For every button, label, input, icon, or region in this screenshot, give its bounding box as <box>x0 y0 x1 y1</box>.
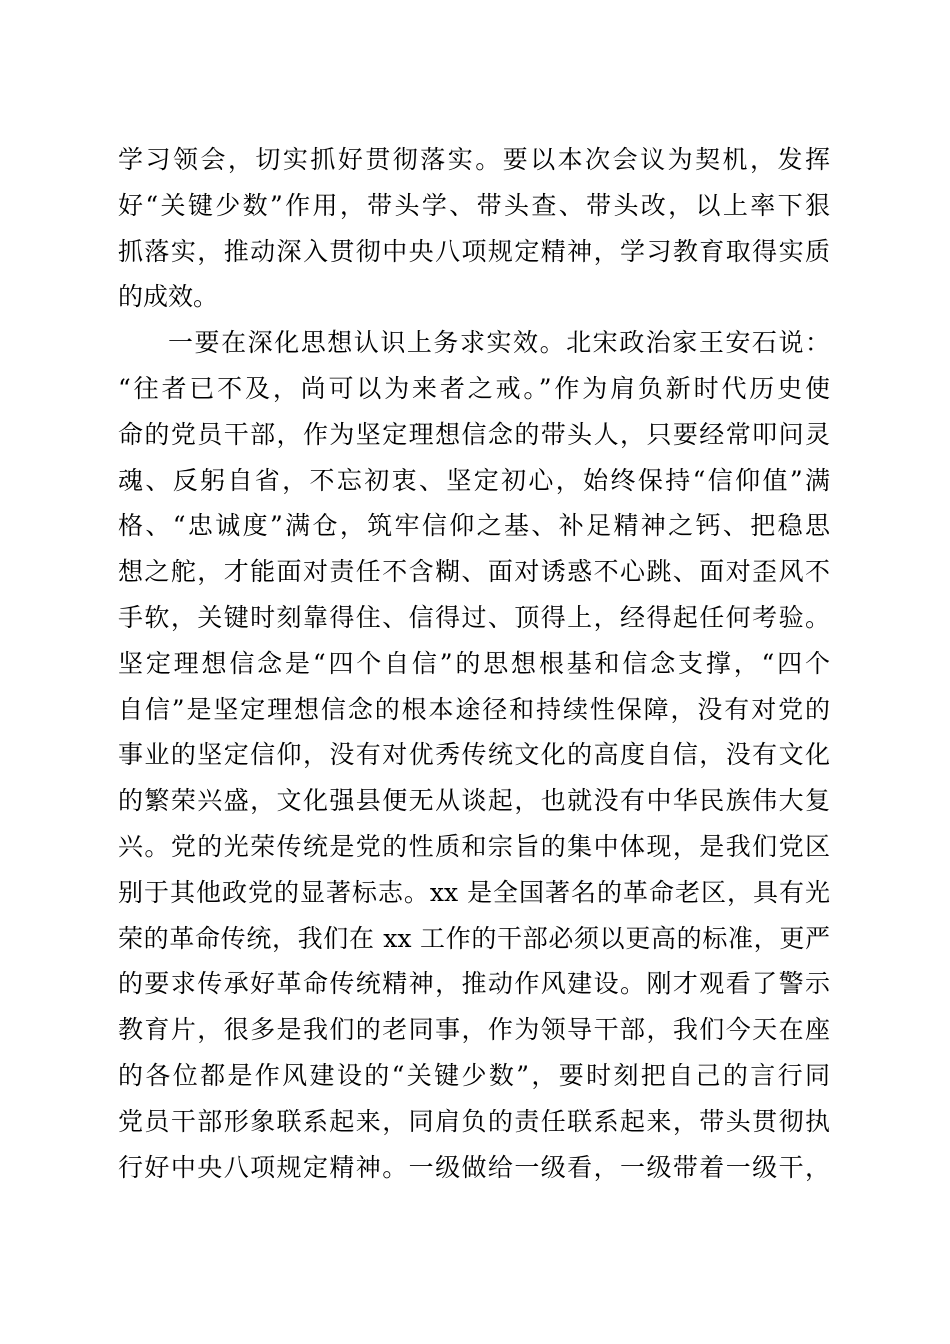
text-line: 命的党员干部，作为坚定理想信念的带头人，只要经常叩问灵 <box>118 419 830 449</box>
text-line: 格、“忠诚度”满仓，筑牢信仰之基、补足精神之钙、把稳思 <box>118 511 830 541</box>
text-line: 的繁荣兴盛，文化强县便无从谈起，也就没有中华民族伟大复 <box>118 786 830 816</box>
body-text <box>118 137 830 1190</box>
text-line: “往者已不及，尚可以为来者之戒。”作为肩负新时代历史使 <box>118 373 830 403</box>
text-line: 的成效。 <box>118 282 219 312</box>
text-line: 的要求传承好革命传统精神，推动作风建设。刚才观看了警示 <box>118 969 830 999</box>
text-line: 教育片，很多是我们的老同事，作为领导干部，我们今天在座 <box>118 1015 830 1045</box>
text-line: 兴。党的光荣传统是党的性质和宗旨的集中体现，是我们党区 <box>118 831 830 861</box>
text-line: 自信”是坚定理想信念的根本途径和持续性保障，没有对党的 <box>118 694 830 724</box>
text-line: 学习领会，切实抓好贯彻落实。要以本次会议为契机，发挥 <box>118 145 830 174</box>
text-line: 党员干部形象联系起来，同肩负的责任联系起来，带头贯彻执 <box>118 1106 830 1136</box>
text-line: 一要在深化思想认识上务求实效。北宋政治家王安石说： <box>168 328 830 358</box>
text-line: 行好中央八项规定精神。一级做给一级看，一级带着一级干， <box>118 1152 830 1182</box>
text-line: 荣的革命传统，我们在 xx 工作的干部必须以更高的标准，更严 <box>118 923 830 953</box>
text-line: 想之舵，才能面对责任不含糊、面对诱惑不心跳、面对歪风不 <box>118 557 830 587</box>
text-line: 坚定理想信念是“四个自信”的思想根基和信念支撑，“四个 <box>118 648 830 678</box>
text-line: 手软，关键时刻靠得住、信得过、顶得上，经得起任何考验。 <box>118 602 830 632</box>
text-line: 的各位都是作风建设的“关键少数”，要时刻把自己的言行同 <box>118 1060 830 1090</box>
text-line: 魂、反躬自省，不忘初衷、坚定初心，始终保持“信仰值”满 <box>118 465 830 495</box>
text-line: 抓落实，推动深入贯彻中央八项规定精神，学习教育取得实质 <box>118 236 830 266</box>
text-line: 别于其他政党的显著标志。xx 是全国著名的革命老区，具有光 <box>118 877 830 907</box>
text-line: 事业的坚定信仰，没有对优秀传统文化的高度自信，没有文化 <box>118 740 830 770</box>
text-line: 好“关键少数”作用，带头学、带头查、带头改，以上率下狠 <box>118 190 830 220</box>
